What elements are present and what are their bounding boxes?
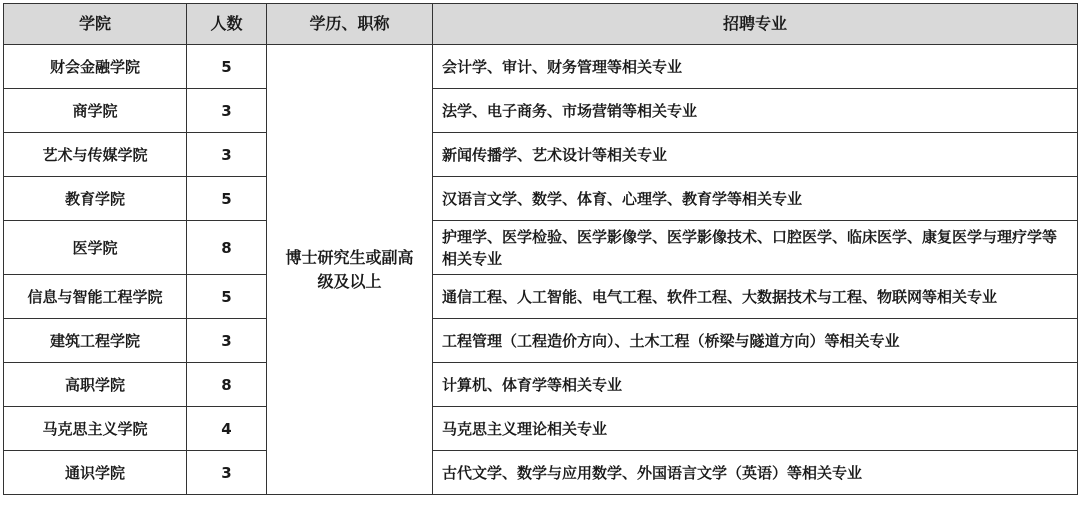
header-row bbox=[4, 4, 1078, 45]
major-cell: 马克思主义理论相关专业 bbox=[433, 407, 1078, 451]
header-major: 招聘专业 bbox=[433, 4, 1078, 45]
major-cell: 通信工程、人工智能、电气工程、软件工程、大数据技术与工程、物联网等相关专业 bbox=[433, 275, 1078, 319]
count-cell: 4 bbox=[187, 407, 267, 451]
table-row bbox=[4, 451, 1078, 495]
college-cell: 艺术与传媒学院 bbox=[4, 133, 187, 177]
count-cell: 8 bbox=[187, 221, 267, 275]
count-cell: 3 bbox=[187, 451, 267, 495]
major-cell: 汉语言文学、数学、体育、心理学、教育学等相关专业 bbox=[433, 177, 1078, 221]
college-cell: 教育学院 bbox=[4, 177, 187, 221]
major-cell: 古代文学、数学与应用数学、外国语言文学（英语）等相关专业 bbox=[433, 451, 1078, 495]
count-cell: 5 bbox=[187, 177, 267, 221]
college-cell: 财会金融学院 bbox=[4, 45, 187, 89]
table-row bbox=[4, 363, 1078, 407]
count-cell: 8 bbox=[187, 363, 267, 407]
table-row bbox=[4, 45, 1078, 89]
header-count: 人数 bbox=[187, 4, 267, 45]
college-cell: 信息与智能工程学院 bbox=[4, 275, 187, 319]
header-college: 学院 bbox=[4, 4, 187, 45]
recruitment-table bbox=[3, 3, 1078, 495]
major-cell: 会计学、审计、财务管理等相关专业 bbox=[433, 45, 1078, 89]
table-row bbox=[4, 177, 1078, 221]
count-cell: 3 bbox=[187, 89, 267, 133]
table-header bbox=[4, 4, 1078, 45]
table-body bbox=[4, 45, 1078, 495]
count-cell: 5 bbox=[187, 275, 267, 319]
header-degree: 学历、职称 bbox=[267, 4, 433, 45]
major-cell: 工程管理（工程造价方向）、土木工程（桥梁与隧道方向）等相关专业 bbox=[433, 319, 1078, 363]
major-cell: 护理学、医学检验、医学影像学、医学影像技术、口腔医学、临床医学、康复医学与理疗学等相关专业 bbox=[433, 221, 1078, 275]
table-row bbox=[4, 133, 1078, 177]
college-cell: 商学院 bbox=[4, 89, 187, 133]
table-row bbox=[4, 275, 1078, 319]
degree-requirement-cell: 博士研究生或副高级及以上 bbox=[267, 45, 433, 495]
college-cell: 马克思主义学院 bbox=[4, 407, 187, 451]
table-row bbox=[4, 319, 1078, 363]
count-cell: 5 bbox=[187, 45, 267, 89]
count-cell: 3 bbox=[187, 319, 267, 363]
major-cell: 新闻传播学、艺术设计等相关专业 bbox=[433, 133, 1078, 177]
major-cell: 法学、电子商务、市场营销等相关专业 bbox=[433, 89, 1078, 133]
college-cell: 通识学院 bbox=[4, 451, 187, 495]
major-cell: 计算机、体育学等相关专业 bbox=[433, 363, 1078, 407]
table-row bbox=[4, 221, 1078, 275]
table-row bbox=[4, 407, 1078, 451]
table-row bbox=[4, 89, 1078, 133]
college-cell: 医学院 bbox=[4, 221, 187, 275]
college-cell: 建筑工程学院 bbox=[4, 319, 187, 363]
count-cell: 3 bbox=[187, 133, 267, 177]
college-cell: 高职学院 bbox=[4, 363, 187, 407]
